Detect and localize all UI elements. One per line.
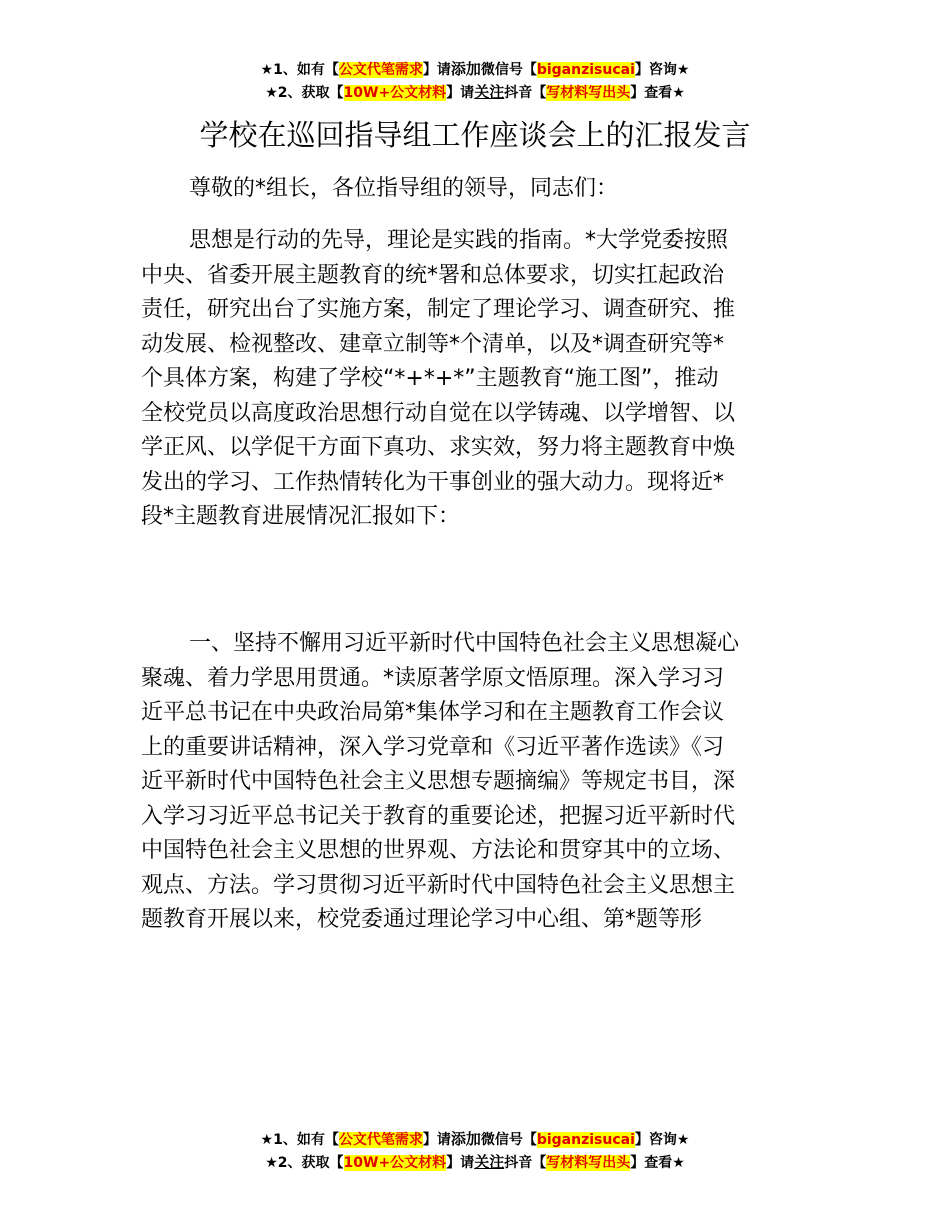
paragraph-line: 中央、省委开展主题教育的统*署和总体要求，切实扛起政治 xyxy=(141,262,725,288)
promo-highlight: 10W+公文材料 xyxy=(343,1155,447,1171)
promo-text: ★2、获取【 xyxy=(265,85,344,101)
paragraph-line: 全校党员以高度政治思想行动自觉在以学铸魂、以学增智、以 xyxy=(141,400,736,426)
promo-text: 】咨询★ xyxy=(634,1132,690,1148)
paragraph-line: 段*主题教育进展情况汇报如下： xyxy=(141,504,461,529)
header-promo-banner xyxy=(0,58,950,104)
promo-text: 关注 xyxy=(474,83,505,101)
paragraph-line: 观点、方法。学习贯彻习近平新时代中国特色社会主义思想主 xyxy=(141,872,736,898)
paragraph-line: 中国特色社会主义思想的世界观、方法论和贯穿其中的立场、 xyxy=(141,838,736,863)
paragraph-line: 近平总书记在中央政治局第*集体学习和在主题教育工作会议 xyxy=(141,700,725,725)
promo-text: 】请 xyxy=(446,85,475,101)
promo-text: 】请 xyxy=(422,1132,451,1148)
promo-text: 抖音【 xyxy=(504,1155,547,1171)
promo-line-2 xyxy=(0,81,950,104)
douyin-highlight: 写材料写出头 xyxy=(546,1155,631,1171)
promo-text: 添加 xyxy=(450,60,481,78)
promo-text: 】查看★ xyxy=(630,1155,685,1171)
paragraph-line: 一、坚持不懈用习近平新时代中国特色社会主义思想凝心 xyxy=(189,631,740,656)
promo-text: 】请 xyxy=(422,62,451,78)
wechat-id-highlight: biganzisucai xyxy=(536,1132,635,1148)
salutation xyxy=(141,172,813,207)
paragraph-line: 学正风、以学促干方面下真功、求实效，努力将主题教育中焕 xyxy=(141,435,736,460)
wechat-id-highlight: biganzisucai xyxy=(536,62,635,78)
douyin-highlight: 写材料写出头 xyxy=(546,85,631,101)
document-title: 学校在巡回指导组工作座谈会上的汇报发言 xyxy=(199,118,751,152)
promo-highlight: 10W+公文材料 xyxy=(343,85,447,101)
paragraph-line: 入学习习近平总书记关于教育的重要论述，把握习近平新时代 xyxy=(141,803,736,829)
promo-line-2 xyxy=(0,1151,950,1174)
promo-text: 关注 xyxy=(474,1153,505,1171)
paragraph-line: 近平新时代中国特色社会主义思想专题摘编》等规定书目，深 xyxy=(141,769,736,794)
paragraph-line: 聚魂、着力学思用贯通。*读原著学原文悟原理。深入学习习 xyxy=(141,665,725,691)
paragraph-line: 上的重要讲话精神，深入学习党章和《习近平著作选读》《习 xyxy=(141,734,725,760)
salutation-line: 尊敬的*组长，各位指导组的领导，同志们： xyxy=(189,176,619,201)
promo-text: 抖音【 xyxy=(504,85,547,101)
promo-highlight: 公文代笔需求 xyxy=(338,62,423,78)
promo-text: 】咨询★ xyxy=(634,62,690,78)
paragraph-1 xyxy=(141,224,813,535)
promo-text: 】请 xyxy=(446,1155,475,1171)
paragraph-line: 责任，研究出台了实施方案，制定了理论学习、调查研究、推 xyxy=(141,297,736,322)
promo-text: ★1、如有【 xyxy=(260,1132,339,1148)
paragraph-line: 题教育开展以来，校党委通过理论学习中心组、第*题等形 xyxy=(141,907,703,932)
promo-highlight: 公文代笔需求 xyxy=(338,1132,423,1148)
promo-line-1 xyxy=(0,58,950,81)
paragraph-2 xyxy=(141,627,813,938)
paragraph-line: 思想是行动的先导，理论是实践的指南。*大学党委按照 xyxy=(189,228,729,253)
promo-text: 微信号【 xyxy=(480,1132,537,1148)
paragraph-line: 动发展、检视整改、建章立制等*个清单，以及*调查研究等* xyxy=(141,331,725,357)
paragraph-line: 个具体方案，构建了学校“*+*+*”主题教育“施工图”，推动 xyxy=(141,366,719,391)
promo-text: ★2、获取【 xyxy=(265,1155,344,1171)
promo-text: 】查看★ xyxy=(630,85,685,101)
footer-promo-banner xyxy=(0,1128,950,1174)
promo-text: 微信号【 xyxy=(480,62,537,78)
paragraph-line: 发出的学习、工作热情转化为干事创业的强大动力。现将近* xyxy=(141,469,725,495)
promo-text: ★1、如有【 xyxy=(260,62,339,78)
promo-text: 添加 xyxy=(450,1130,481,1148)
promo-line-1 xyxy=(0,1128,950,1151)
